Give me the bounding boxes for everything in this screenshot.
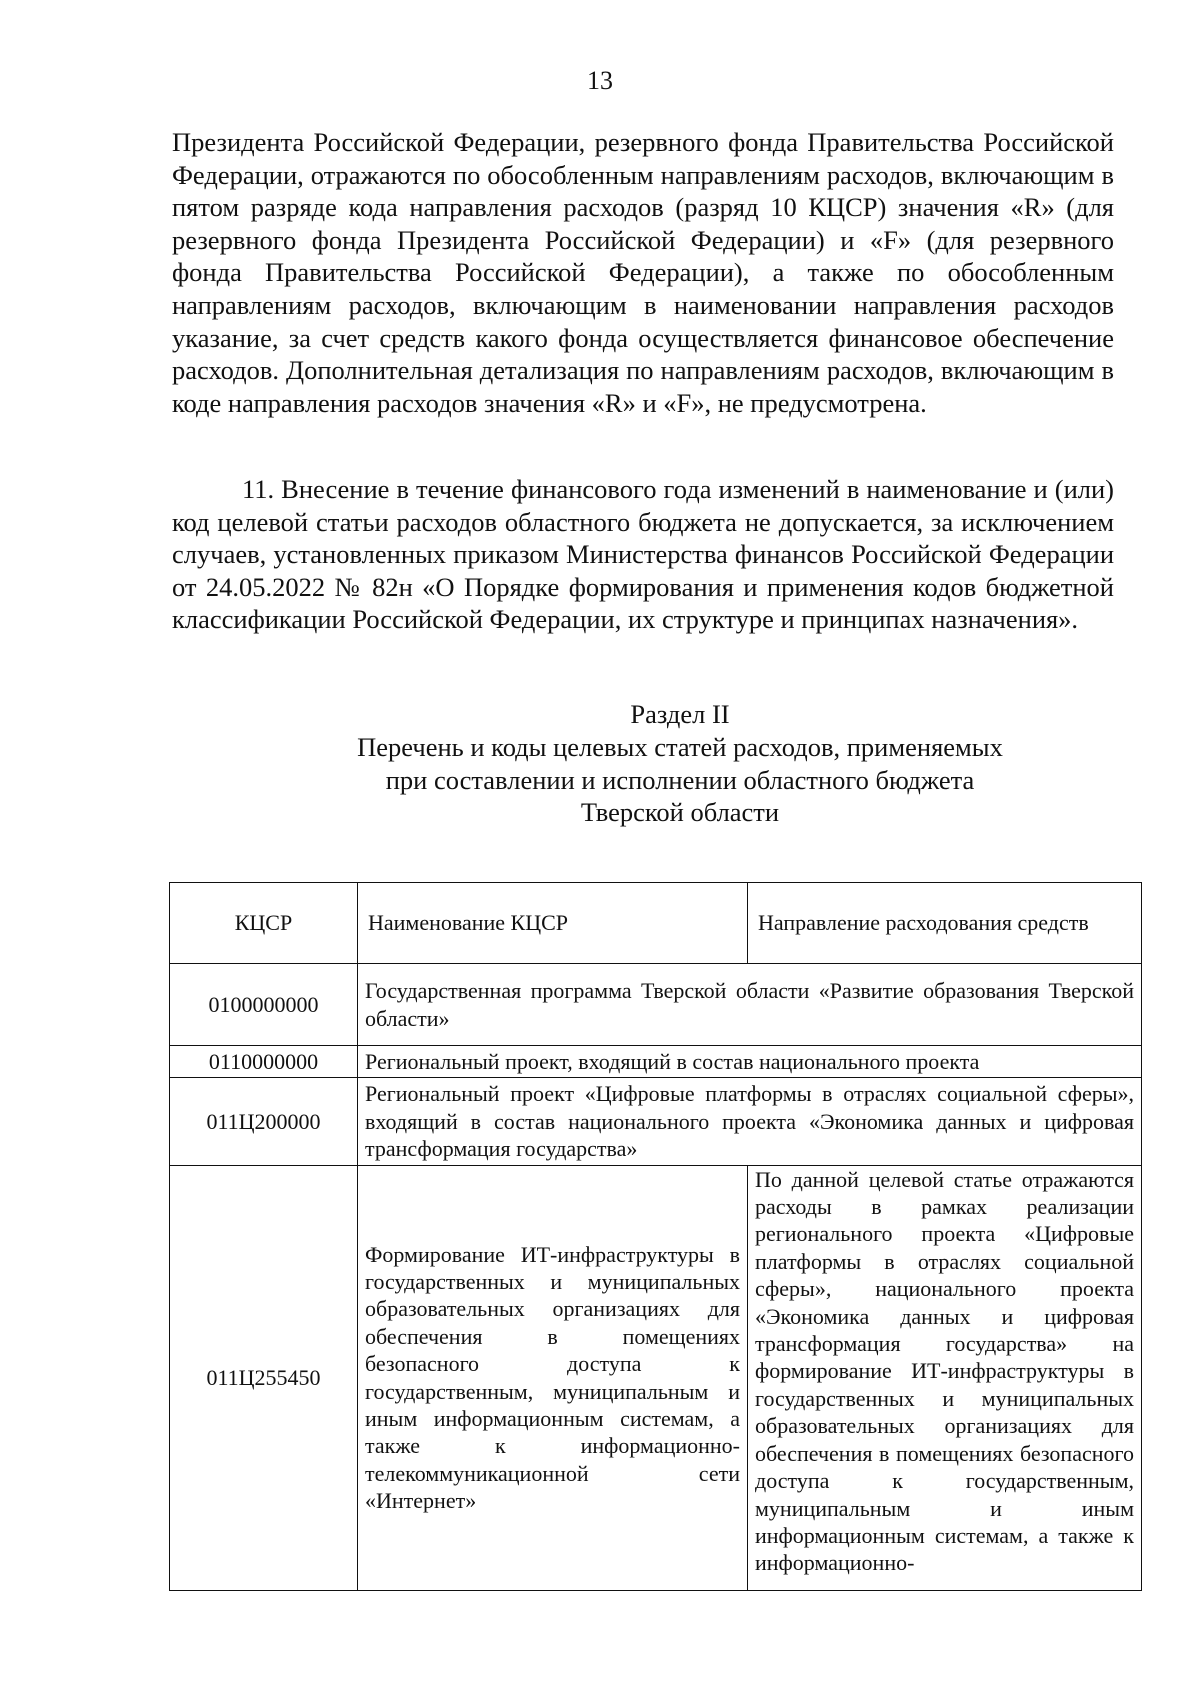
row-name: Региональный проект «Цифровые платформы в отраслях социальной сферы», входящий в состав национального проекта «Экономика данных и цифровая трансформация государства» xyxy=(358,1078,1142,1165)
kcsr-table xyxy=(169,882,1142,1591)
paragraph-11: 11. Внесение в течение финансового года изменений в наименование и (или) код целевой статьи расходов областного бюджета не допускается, за исключением случаев, установленных приказом Министерства финансов Российской Федерации от 24.05.2022 № 82н «О Порядке формирования и применения кодов бюджетной классификации Российской Федерации, их структуре и принципах назначения». xyxy=(172,474,1114,635)
page-number: 13 xyxy=(587,66,613,95)
section-title-line-3: Тверской области xyxy=(580,797,780,828)
row-name: Государственная программа Тверской области «Развитие образования Тверской области» xyxy=(358,964,1142,1046)
section-title-line-2: при составлении и исполнении областного бюджета xyxy=(385,764,975,795)
section-label: Раздел II xyxy=(630,699,730,729)
table-row xyxy=(170,1165,1142,1590)
table-row xyxy=(170,964,1142,1046)
header-code: КЦСР xyxy=(170,883,358,964)
row-code: 0110000000 xyxy=(170,1046,358,1078)
table-row xyxy=(170,1046,1142,1078)
header-direction: Направление расходования средств xyxy=(748,883,1142,964)
row-code: 0100000000 xyxy=(170,964,358,1046)
row-code: 011Ц200000 xyxy=(170,1078,358,1165)
section-title-line-1: Перечень и коды целевых статей расходов, применяемых xyxy=(357,731,1003,762)
row-direction: По данной целевой статье отражаются расходы в рамках реализации регионального проекта «Цифровые платформы в отраслях социальной сферы», национального проекта «Экономика данных и цифровая трансформация государства» на формирование ИТ-инфраструктуры в государственных и муниципальных образовательных организациях для обеспечения в помещениях безопасного доступа к государственным, муниципальным и иным информационным системам, а также к информационно- xyxy=(748,1165,1142,1590)
row-code: 011Ц255450 xyxy=(170,1165,358,1590)
table-header-row xyxy=(170,883,1142,964)
row-name: Формирование ИТ-инфраструктуры в государственных и муниципальных образовательных организациях для обеспечения в помещениях безопасного доступа к государственным, муниципальным и иным информационным системам, а также к информационно-телекоммуникационной сети «Интернет» xyxy=(358,1165,748,1590)
paragraph-continuation: Президента Российской Федерации, резервного фонда Правительства Российской Федерации, отражаются по обособленным направлениям расходов, включающим в пятом разряде кода направления расходов (разряд 10 КЦСР) значения «R» (для резервного фонда Президента Российской Федерации) и «F» (для резервного фонда Правительства Российской Федерации), а также по обособленным направлениям расходов, включающим в наименовании направления расходов указание, за счет средств какого фонда осуществляется финансовое обеспечение расходов. Дополнительная детализация по направлениям расходов, включающим в коде направления расходов значения «R» и «F», не предусмотрена. xyxy=(172,127,1114,418)
section-heading xyxy=(0,698,1200,829)
table-row xyxy=(170,1078,1142,1165)
row-name: Региональный проект, входящий в состав национального проекта xyxy=(358,1046,1142,1078)
header-name: Наименование КЦСР xyxy=(358,883,748,964)
